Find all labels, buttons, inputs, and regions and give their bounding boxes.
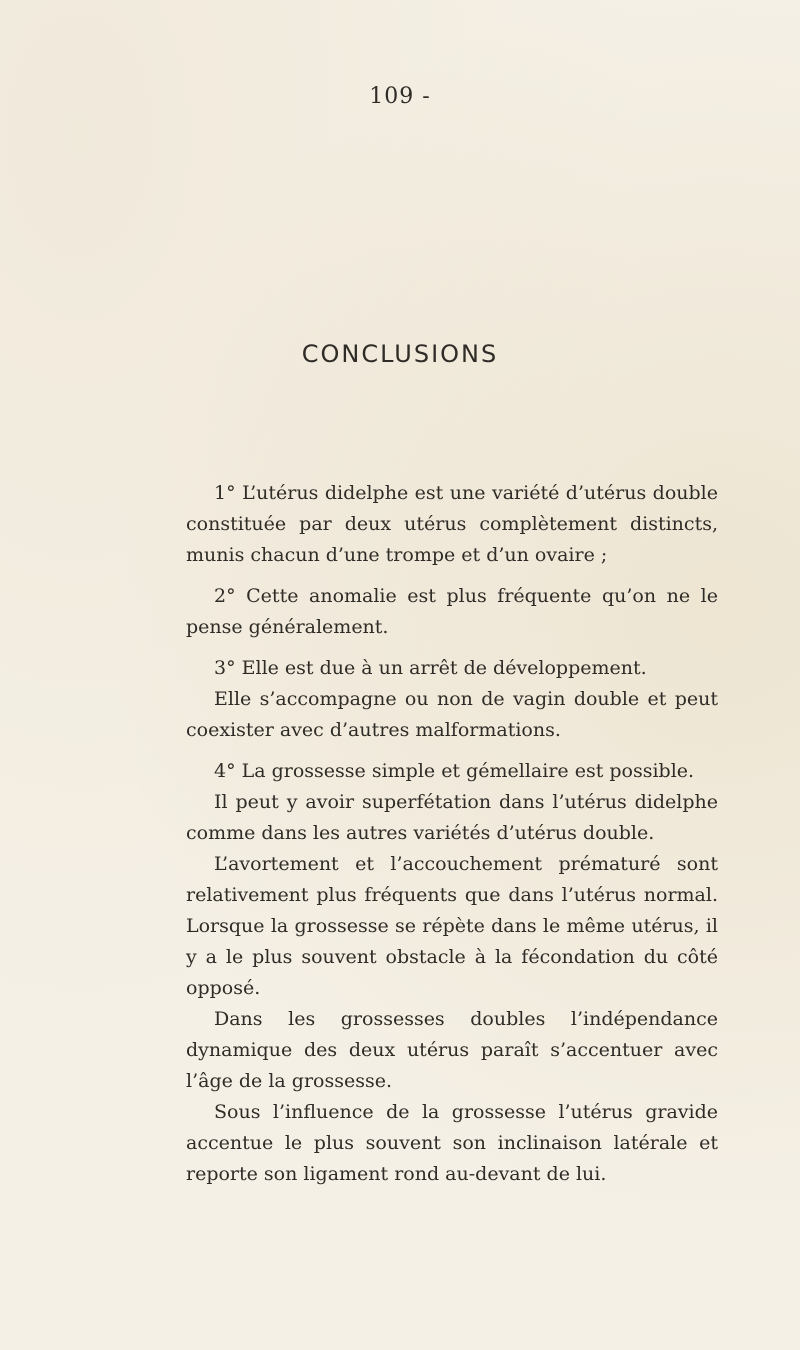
conclusion-1: 1° L’utérus didelphe est une variété d’utérus double constituée par deux utérus complètement distincts, munis chacun d’une trompe et d’un ovaire ; [186, 482, 718, 566]
conclusion-4-superfetation: Il peut y avoir superfétation dans l’utérus didelphe comme dans les autres variétés d’utérus double. [186, 791, 718, 844]
page-number: 109 - [369, 84, 431, 109]
conclusion-4-double-pregnancy: Dans les grossesses doubles l’indépendance dynamique des deux utérus paraît s’accentuer avec l’âge de la grossesse. [186, 1008, 718, 1092]
body-text [186, 478, 718, 1190]
conclusion-4: 4° La grossesse simple et gémellaire est possible. [214, 760, 695, 782]
conclusion-3-continued: Elle s’accompagne ou non de vagin double et peut coexister avec d’autres malformations. [186, 688, 718, 741]
conclusion-3: 3° Elle est due à un arrêt de développement. [214, 657, 647, 679]
page-title: CONCLUSIONS [301, 340, 499, 368]
conclusion-2: 2° Cette anomalie est plus fréquente qu’on ne le pense généralement. [186, 585, 718, 638]
conclusion-4-inclination: Sous l’influence de la grossesse l’utérus gravide accentue le plus souvent son inclinaison latérale et reporte son ligament rond au-devant de lui. [186, 1101, 718, 1185]
conclusion-4-abortion: L’avortement et l’accouchement prématuré sont relativement plus fréquents que dans l’utérus normal. Lorsque la grossesse se répète dans le même utérus, il y a le plus souvent obstacle à la fécondation du côté opposé. [186, 853, 718, 999]
